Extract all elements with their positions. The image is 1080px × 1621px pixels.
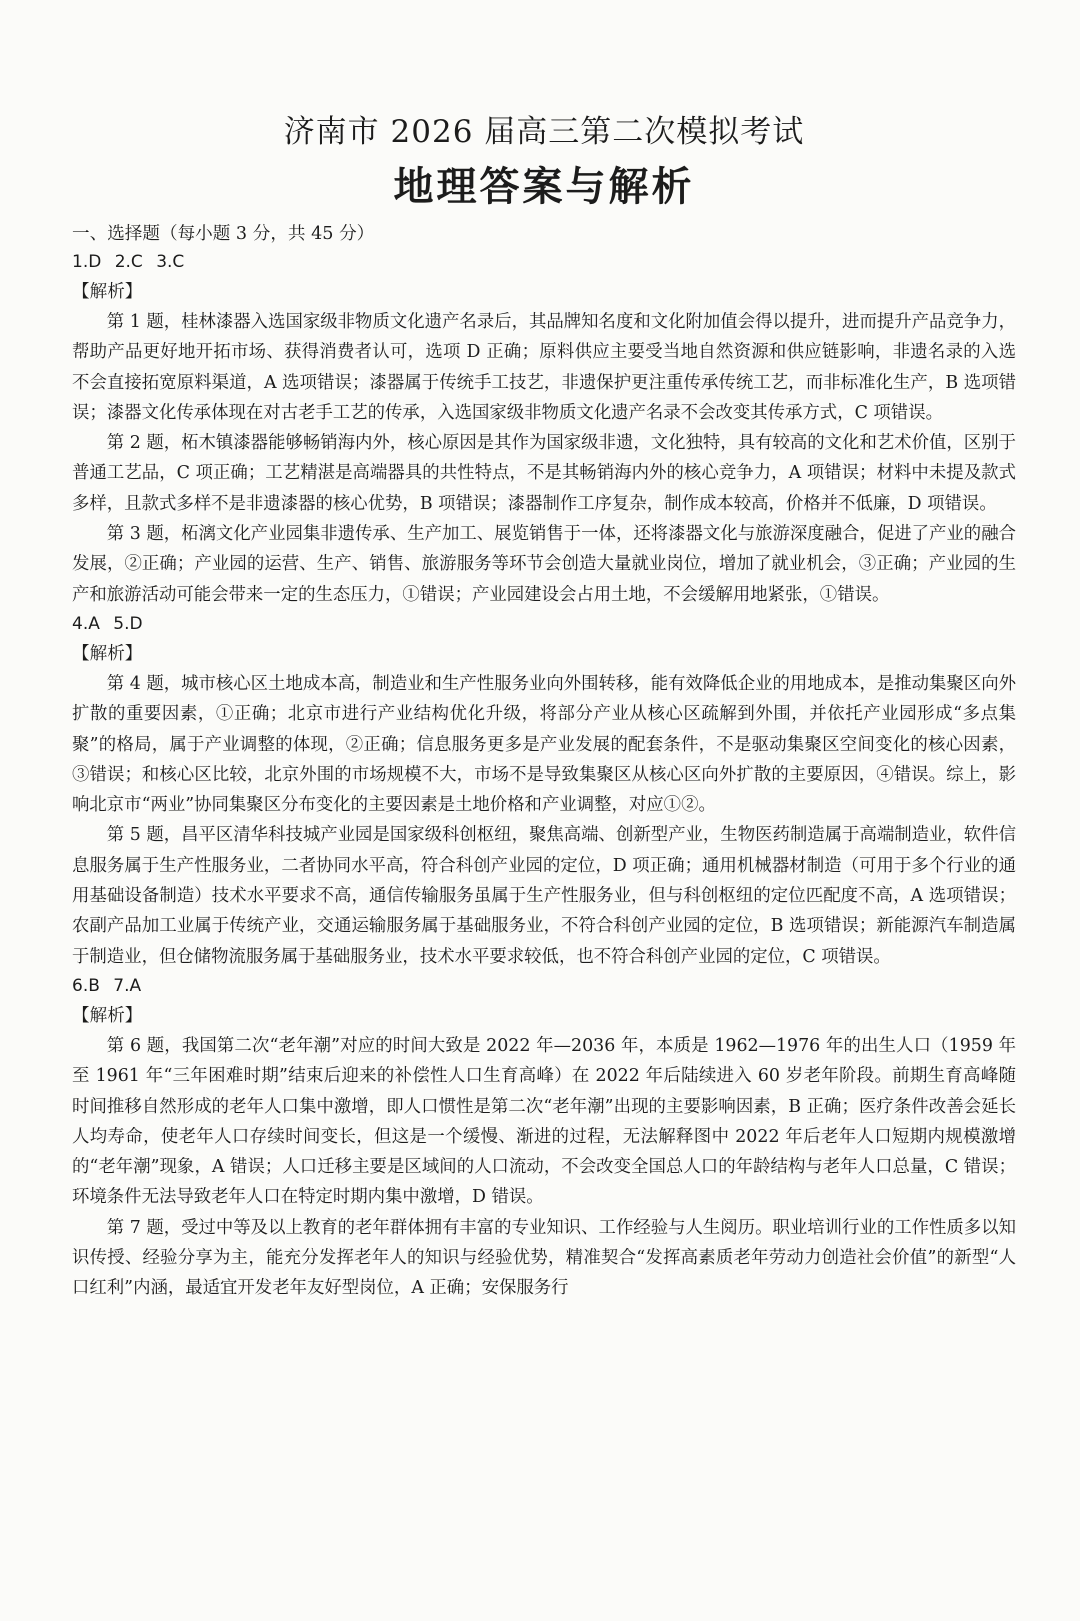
analysis-q2: 第 2 题，柘木镇漆器能够畅销海内外，核心原因是其作为国家级非遗，文化独特，具有较高的文化和艺术价值，区别于普通工艺品，C 项正确；工艺精湛是高端器具的共性特点，不是其畅销海内外的核心竞争力，A 项错误；材料中未提及款式多样，且款式多样不是非遗漆器的核心优势，B 项错误；漆器制作工序复杂，制作成本较高，价格并不低廉，D 项错误。 (72, 433, 1016, 514)
analysis-label: 【解析】 (72, 643, 143, 664)
analysis-q1: 第 1 题，桂林漆器入选国家级非物质文化遗产名录后，其品牌知名度和文化附加值会得以提升，进而提升产品竞争力，帮助产品更好地开拓市场、获得消费者认可，选项 D 正确；原料供应主要受当地自然资源和供应链影响，非遗名录的入选不会直接拓宽原料渠道，A 选项错误；漆器属于传统手工技艺，非遗保护更注重传承传统工艺，而非标准化生产，B 选项错误；漆器文化传承体现在对古老手工艺的传承，入选国家级非物质文化遗产名录不会改变其传承方式，C 项错误。 (72, 312, 1016, 423)
document-title: 地理答案与解析 (393, 163, 695, 210)
answer-key-6-7: 6.B 7.A (72, 975, 142, 996)
answer-key-4-5: 4.A 5.D (72, 613, 143, 634)
section-heading: 一、选择题（每小题 3 分，共 45 分） (72, 224, 375, 244)
analysis-q3: 第 3 题，柘漓文化产业园集非遗传承、生产加工、展览销售于一体，还将漆器文化与旅游深度融合，促进了产业的融合发展，②正确；产业园的运营、生产、销售、旅游服务等环节会创造大量就业岗位，增加了就业机会，③正确；产业园的生产和旅游活动可能会带来一定的生态压力，①错误；产业园建设会占用土地，不会缓解用地紧张，①错误。 (72, 524, 1016, 605)
exam-title: 济南市 2026 届高三第二次模拟考试 (283, 114, 805, 150)
answer-key-1-3: 1.D 2.C 3.C (72, 252, 185, 272)
analysis-label: 【解析】 (72, 282, 143, 302)
analysis-q7: 第 7 题，受过中等及以上教育的老年群体拥有丰富的专业知识、工作经验与人生阅历。职业培训行业的工作性质多以知识传授、经验分享为主，能充分发挥老年人的知识与经验优势，精准契合“发挥高素质老年劳动力创造社会价值”的新型“人口红利”内涵，最适宜开发老年友好型岗位，A 正确；安保服务行 (72, 1217, 1016, 1299)
analysis-label: 【解析】 (72, 1005, 143, 1026)
analysis-q5: 第 5 题，昌平区清华科技城产业园是国家级科创枢纽，聚焦高端、创新型产业，生物医药制造属于高端制造业，软件信息服务属于生产性服务业，二者协同水平高，符合科创产业园的定位，D 项正确；通用机械器材制造（可用于多个行业的通用基础设备制造）技术水平要求不高，通信传输服务虽属于生产性服务业，但与科创枢纽的定位匹配度不高，A 选项错误；农副产品加工业属于传统产业，交通运输服务属于基础服务业，不符合科创产业园的定位，B 选项错误；新能源汽车制造属于制造业，但仓储物流服务属于基础服务业，技术水平要求较低，也不符合科创产业园的定位，C 项错误。 (72, 825, 1016, 967)
analysis-q6: 第 6 题，我国第二次“老年潮”对应的时间大致是 2022 年—2036 年，本质是 1962—1976 年的出生人口（1959 年至 1961 年“三年困难时期”结束后迎来的补偿性人口生育高峰）在 2022 年后陆续进入 60 岁老年阶段。前期生育高峰随时间推移自然形成的老年人口集中激增，即人口惯性是第二次“老年潮”出现的主要影响因素，B 正确；医疗条件改善会延长人均寿命，使老年人口存续时间变长，但这是一个缓慢、渐进的过程，无法解释图中 2022 年后老年人口短期内规模激增的“老年潮”现象，A 错误；人口迁移主要是区域间的人口流动，不会改变全国总人口的年龄结构与老年人口总量，C 错误；环境条件无法导致老年人口在特定时期内集中激增，D 错误。 (72, 1035, 1016, 1208)
analysis-q4: 第 4 题，城市核心区土地成本高，制造业和生产性服务业向外围转移，能有效降低企业的用地成本，是推动集聚区向外扩散的重要因素，①正确；北京市进行产业结构优化升级，将部分产业从核心区疏解到外围，并依托产业园形成“多点集聚”的格局，属于产业调整的体现，②正确；信息服务更多是产业发展的配套条件，不是驱动集聚区空间变化的核心因素，③错误；和核心区比较，北京外围的市场规模不大，市场不是导致集聚区从核心区向外扩散的主要原因，④错误。综上，影响北京市“两业”协同集聚区分布变化的主要因素是土地价格和产业调整，对应①②。 (72, 673, 1016, 816)
